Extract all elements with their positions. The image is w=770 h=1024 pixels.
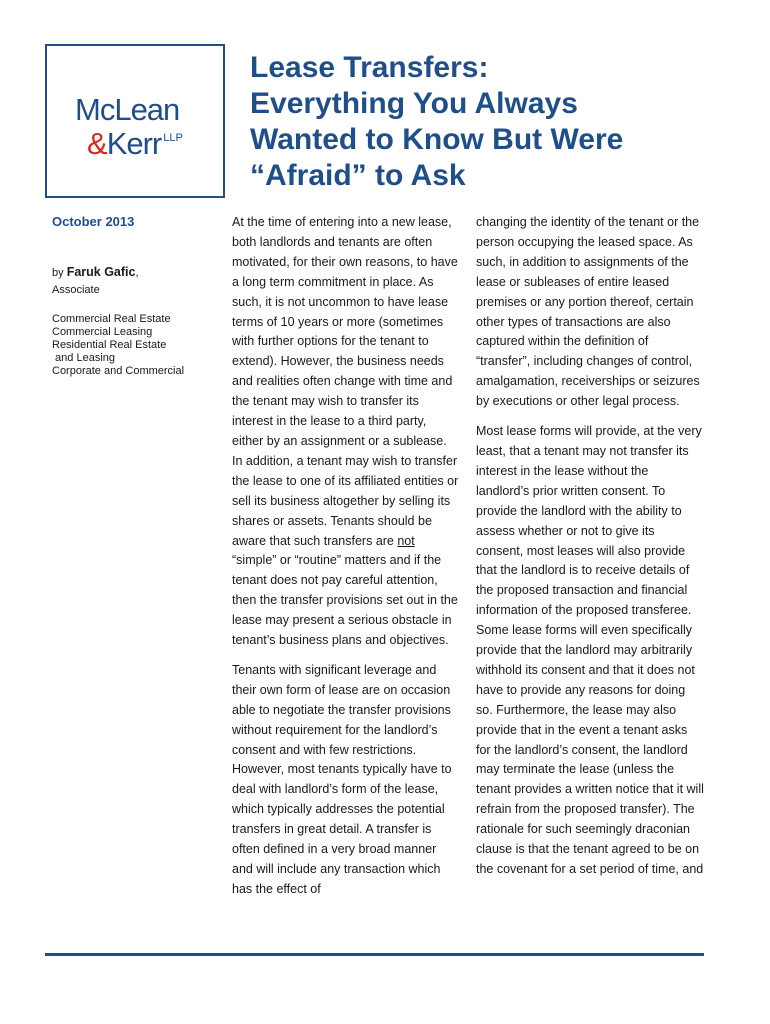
paragraph-text: At the time of entering into a new lease, both landlords and tenants are often motivated, for their own reasons, to have a long term commitment in place. As such, it is not uncommon to have lease terms of 10 years or more (sometimes with further options for the tenant to extend). However, the business needs and realities often change with time and the tenant may wish to transfer its interest in the lease to a third party, either by an assignment or a sublease. In addition, a tenant may wish to transfer the lease to one of its affiliated entities or sell its business altogether by selling its shares or assets. Tenants should be aware that such transfers are [232, 215, 459, 548]
footer-divider [45, 953, 704, 956]
by-label: by [52, 267, 67, 279]
title-line: Lease Transfers: [250, 51, 489, 84]
title-line: Wanted to Know But Were [250, 123, 624, 156]
byline [52, 265, 217, 279]
paragraph-text: “simple” or “routine” matters and if the tenant does not pay careful attention, then the transfer provisions set out in the lease may present a serious obstacle in tenant’s business plans and objectives. [232, 553, 458, 648]
practice-area: and Leasing [52, 352, 115, 364]
practice-areas [52, 313, 217, 378]
practice-area: Residential Real Estate [52, 339, 167, 351]
page-title [250, 50, 750, 194]
body-column-1 [232, 213, 460, 910]
paragraph: changing the identity of the tenant or the person occupying the leased space. As such, in addition to assignments of the lease or subleases of entire leased premises or any portion thereof, certain other types of transactions are also captured within the definition of “transfer”, including changes of control, amalgamation, receiverships or seizures by executions or other legal process. [476, 215, 700, 409]
sidebar [52, 214, 217, 378]
paragraph [232, 213, 460, 651]
practice-area: Commercial Leasing [52, 326, 153, 338]
practice-area: Corporate and Commercial [52, 365, 185, 377]
logo-text-mclean: McLean [75, 92, 180, 127]
logo-kerr: Kerr [106, 126, 162, 161]
firm-logo [45, 44, 225, 198]
logo-text-kerr [87, 126, 183, 162]
publication-date: October 2013 [52, 214, 135, 229]
practice-area: Commercial Real Estate [52, 313, 171, 325]
title-line: Everything You Always [250, 87, 578, 120]
logo-ampersand: & [87, 126, 107, 161]
paragraph: Most lease forms will provide, at the very least, that a tenant may not transfer its interest in the lease without the landlord’s prior written consent. To provide the landlord with the ability to assess whether or not to give its consent, most leases will also provide that the landlord is to receive details of the proposed transaction and financial information of the proposed transferee. Some lease forms will even specifically provide that the landlord may arbitrarily withhold its consent and that it does not have to provide any reasons for doing so. Furthermore, the lease may also provide that in the event a tenant asks for the landlord’s consent, the landlord may terminate the lease (unless the tenant provides a written notice that it will refrain from the proposed transfer). The rationale for such seemingly draconian clause is that the tenant agreed to be on the covenant for a set period of time, and [476, 424, 704, 876]
body-column-2 [476, 213, 704, 890]
author-name: Faruk Gafic [66, 265, 136, 279]
title-line: “Afraid” to Ask [250, 159, 466, 192]
logo-llp: LLP [163, 132, 183, 144]
byline-comma: , [135, 267, 139, 279]
underlined-not: not [397, 533, 415, 548]
paragraph: Tenants with significant leverage and their own form of lease are on occasion able to negotiate the transfer provisions without requirement for the landlord’s consent and with few restrictions. However, most tenants typically have to deal with landlord’s form of the lease, which typically addresses the potential transfers in great detail. A transfer is often defined in a very broad manner and will include any transaction which has the effect of [232, 662, 452, 896]
author-role: Associate [52, 284, 100, 296]
